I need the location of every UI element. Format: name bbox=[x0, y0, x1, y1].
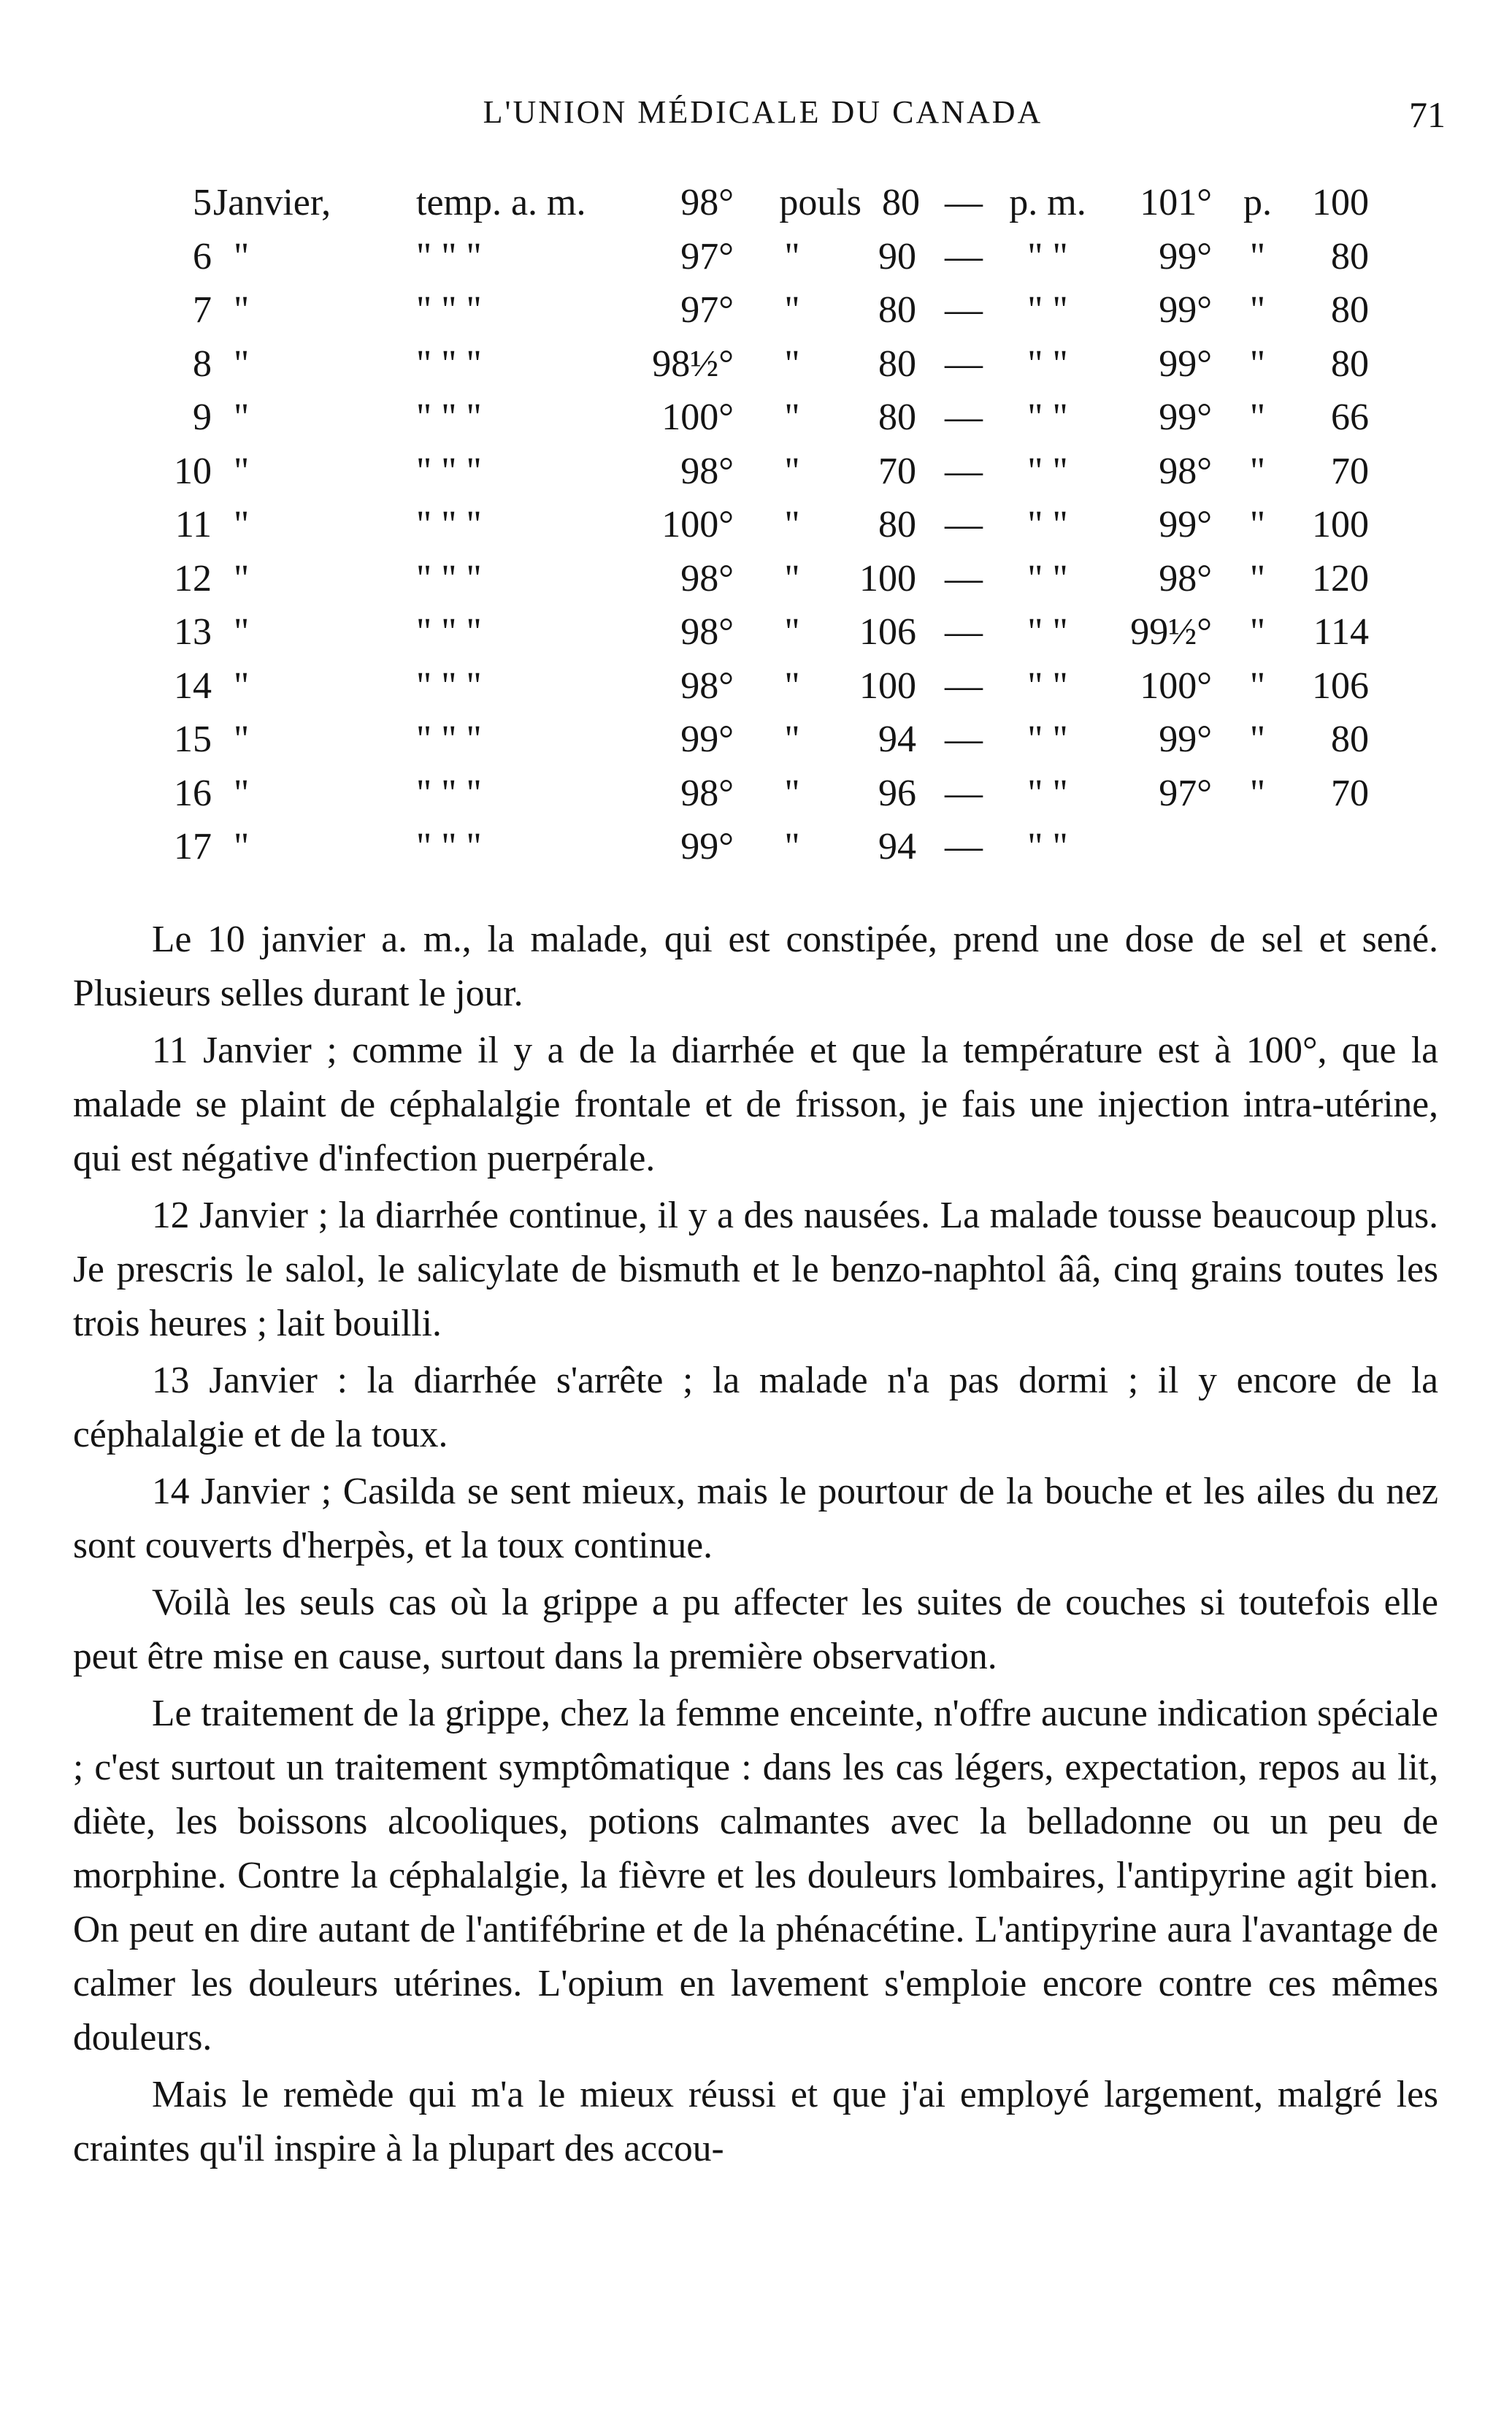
table-month-cell: " bbox=[234, 719, 250, 760]
table-pulse-am-cell: 80 bbox=[878, 504, 916, 545]
table-temp-am-cell: 100° bbox=[661, 396, 734, 438]
table-pulse-pm-cell: 80 bbox=[1331, 342, 1369, 385]
table-pulse-am-cell: 94 bbox=[878, 826, 916, 867]
table-pulse-label-cell: " bbox=[784, 719, 800, 760]
table-am-label-cell: " " " bbox=[416, 611, 482, 653]
table-am-label-cell: " " " bbox=[416, 450, 482, 492]
table-separator-cell: — bbox=[945, 450, 983, 492]
table-am-label-cell: " " " bbox=[416, 342, 482, 385]
table-pulse-label-cell: " bbox=[784, 504, 800, 545]
table-day-cell: 13 bbox=[174, 611, 212, 653]
table-temp-pm-cell: 99° bbox=[1159, 396, 1212, 438]
paragraph: Voilà les seuls cas où la grippe a pu affecter les suites de couches si toutefois elle peut être mise en cause, surtout dans la première observation. bbox=[73, 1582, 1438, 1677]
table-day-cell: 17 bbox=[174, 826, 212, 867]
table-temp-pm-cell: 99° bbox=[1159, 289, 1212, 331]
table-separator-cell: — bbox=[945, 664, 983, 707]
paragraph: 12 Janvier ; la diarrhée continue, il y a des nausées. La malade tousse beaucoup plus. Je prescris le salol, le salicylate de bismuth et le benzo-naphtol ââ, cinq grains toutes les trois heures ; lait bouilli. bbox=[73, 1195, 1438, 1344]
table-pulse-am-cell: 90 bbox=[878, 235, 916, 277]
table-row bbox=[168, 610, 1369, 664]
table-temp-am-cell: 98° bbox=[680, 772, 734, 814]
table-temp-am-cell: 98° bbox=[680, 611, 734, 653]
table-pm-label-cell: " " bbox=[1027, 289, 1068, 331]
table-temp-am-cell: 98° bbox=[680, 182, 734, 223]
table-pm-label-cell: " " bbox=[1027, 611, 1068, 653]
table-row bbox=[168, 503, 1369, 557]
table-pulse-am-cell: 80 bbox=[882, 182, 920, 223]
body-text bbox=[73, 913, 1438, 2176]
paragraph: 11 Janvier ; comme il y a de la diarrhée et que la température est à 100°, que la malade se plaint de céphalalgie frontale et de frisson, je fais une injection intra-utérine, qui est négative d'infection puerpérale. bbox=[73, 1030, 1438, 1179]
table-pulse-label-cell: " bbox=[784, 235, 800, 277]
table-p-label-cell: " bbox=[1249, 664, 1266, 707]
table-pulse-label-cell: " bbox=[784, 450, 800, 492]
running-title: L'UNION MÉDICALE DU CANADA bbox=[483, 94, 1043, 130]
table-am-label-cell: " " " bbox=[416, 557, 482, 599]
table-am-label-cell: temp. a. m. bbox=[416, 182, 586, 223]
table-pulse-pm-cell: 66 bbox=[1331, 396, 1369, 438]
table-temp-am-cell: 99° bbox=[680, 826, 734, 867]
page-number: 71 bbox=[1409, 94, 1446, 135]
table-pulse-pm-cell: 80 bbox=[1331, 719, 1369, 760]
table-separator-cell: — bbox=[945, 182, 983, 223]
table-day-cell: 16 bbox=[174, 772, 212, 814]
table-p-label-cell: " bbox=[1249, 772, 1266, 814]
table-day-cell: 9 bbox=[193, 396, 212, 438]
table-temp-am-cell: 98° bbox=[680, 557, 734, 599]
table-month-cell: " bbox=[234, 557, 250, 599]
table-pm-label-cell: " " bbox=[1027, 396, 1068, 438]
table-am-label-cell: " " " bbox=[416, 826, 482, 867]
table-p-label-cell: " bbox=[1249, 396, 1266, 438]
paragraph: Le traitement de la grippe, chez la femme enceinte, n'offre aucune indication spéciale ; c'est surtout un traitement symptômatique : dans les cas légers, expectation, repos au lit, diète, les boissons alcooliques, potions calmantes avec la belladonne ou un peu de morphine. Contre la céphalalgie, la fièvre et les douleurs lombaires, l'antipyrine agit bien. On peut en dire autant de l'antifébrine et de la phénacétine. L'antipyrine aura l'avantage de calmer les douleurs utérines. L'opium en lavement s'emploie encore contre ces mêmes douleurs. bbox=[73, 1693, 1438, 2058]
table-pulse-pm-cell: 80 bbox=[1331, 235, 1369, 277]
table-row bbox=[168, 772, 1369, 826]
table-temp-pm-cell: 98° bbox=[1159, 557, 1212, 599]
table-separator-cell: — bbox=[945, 504, 983, 545]
table-temp-pm-cell: 99° bbox=[1159, 235, 1212, 277]
paragraph: 14 Janvier ; Casilda se sent mieux, mais le pourtour de la bouche et les ailes du nez sont couverts d'herpès, et la toux continue. bbox=[73, 1471, 1438, 1566]
table-pulse-am-cell: 80 bbox=[878, 289, 916, 331]
table-separator-cell: — bbox=[945, 557, 983, 599]
table-pm-label-cell: " " bbox=[1027, 342, 1068, 385]
table-row bbox=[168, 342, 1369, 396]
table-separator-cell: — bbox=[945, 289, 983, 331]
table-temp-am-cell: 99° bbox=[680, 719, 734, 760]
table-temp-am-cell: 98½° bbox=[652, 342, 734, 385]
table-pulse-pm-cell: 120 bbox=[1312, 557, 1369, 599]
table-pulse-pm-cell: 114 bbox=[1313, 611, 1369, 653]
table-separator-cell: — bbox=[945, 719, 983, 760]
table-row bbox=[168, 396, 1369, 450]
table-p-label-cell: p. bbox=[1243, 182, 1272, 223]
table-row bbox=[168, 288, 1369, 342]
table-pulse-am-cell: 100 bbox=[859, 557, 916, 599]
table-temp-pm-cell: 99° bbox=[1159, 719, 1212, 760]
table-month-cell: " bbox=[234, 664, 250, 707]
table-p-label-cell: " bbox=[1249, 504, 1266, 545]
table-month-cell: Janvier, bbox=[213, 182, 331, 223]
table-pulse-pm-cell: 100 bbox=[1312, 182, 1369, 223]
table-day-cell: 7 bbox=[193, 289, 212, 331]
table-p-label-cell: " bbox=[1249, 235, 1266, 277]
table-day-cell: 14 bbox=[174, 664, 212, 707]
table-row bbox=[168, 664, 1369, 719]
table-temp-am-cell: 97° bbox=[680, 235, 734, 277]
paragraph: Mais le remède qui m'a le mieux réussi et que j'ai employé largement, malgré les craintes qu'il inspire à la plupart des accou- bbox=[73, 2074, 1438, 2169]
table-pulse-pm-cell: 80 bbox=[1331, 289, 1369, 331]
table-month-cell: " bbox=[234, 826, 250, 867]
table-pulse-label-cell: " bbox=[784, 289, 800, 331]
table-pulse-pm-cell: 70 bbox=[1331, 772, 1369, 814]
table-p-label-cell: " bbox=[1249, 342, 1266, 385]
table-pulse-pm-cell: 106 bbox=[1312, 664, 1369, 707]
table-temp-pm-cell: 99° bbox=[1159, 504, 1212, 545]
table-p-label-cell: " bbox=[1249, 611, 1266, 653]
table-month-cell: " bbox=[234, 504, 250, 545]
table-month-cell: " bbox=[234, 772, 250, 814]
table-day-cell: 5 bbox=[193, 182, 212, 223]
table-am-label-cell: " " " bbox=[416, 719, 482, 760]
table-separator-cell: — bbox=[945, 235, 983, 277]
table-pulse-label-cell: " bbox=[784, 396, 800, 438]
table-day-cell: 15 bbox=[174, 719, 212, 760]
table-temp-pm-cell: 100° bbox=[1140, 664, 1212, 707]
table-day-cell: 6 bbox=[193, 235, 212, 277]
table-am-label-cell: " " " bbox=[416, 289, 482, 331]
temperature-pulse-table bbox=[168, 181, 1369, 879]
table-pulse-label-cell: " bbox=[784, 664, 800, 707]
table-pm-label-cell: " " bbox=[1027, 235, 1068, 277]
table-separator-cell: — bbox=[945, 826, 983, 867]
table-temp-pm-cell: 99½° bbox=[1130, 611, 1212, 653]
table-temp-am-cell: 98° bbox=[680, 664, 734, 707]
paragraph: 13 Janvier : la diarrhée s'arrête ; la malade n'a pas dormi ; il y encore de la céphalalgie et de la toux. bbox=[73, 1360, 1438, 1455]
table-row bbox=[168, 718, 1369, 772]
table-pulse-label-cell: " bbox=[784, 557, 800, 599]
table-temp-pm-cell: 97° bbox=[1159, 772, 1212, 814]
table-p-label-cell: " bbox=[1249, 450, 1266, 492]
table-separator-cell: — bbox=[945, 611, 983, 653]
table-month-cell: " bbox=[234, 611, 250, 653]
table-month-cell: " bbox=[234, 342, 250, 385]
table-am-label-cell: " " " bbox=[416, 664, 482, 707]
table-pulse-am-cell: 94 bbox=[878, 719, 916, 760]
table-separator-cell: — bbox=[945, 396, 983, 438]
table-day-cell: 10 bbox=[174, 450, 212, 492]
table-month-cell: " bbox=[234, 289, 250, 331]
table-pm-label-cell: " " bbox=[1027, 504, 1068, 545]
table-pulse-label-cell: " bbox=[784, 826, 800, 867]
table-row bbox=[168, 825, 1365, 879]
table-pulse-label-cell: pouls bbox=[779, 182, 861, 223]
table-temp-am-cell: 100° bbox=[661, 504, 734, 545]
table-am-label-cell: " " " bbox=[416, 772, 482, 814]
table-p-label-cell: " bbox=[1249, 289, 1266, 331]
table-day-cell: 11 bbox=[174, 504, 212, 545]
table-row bbox=[168, 181, 1369, 235]
table-month-cell: " bbox=[234, 450, 250, 492]
table-pulse-am-cell: 70 bbox=[878, 450, 916, 492]
table-am-label-cell: " " " bbox=[416, 235, 482, 277]
table-p-label-cell: " bbox=[1249, 557, 1266, 599]
table-day-cell: 8 bbox=[193, 342, 212, 385]
table-separator-cell: — bbox=[945, 342, 983, 385]
table-pulse-label-cell: " bbox=[784, 772, 800, 814]
table-pulse-label-cell: " bbox=[784, 342, 800, 385]
table-pulse-am-cell: 100 bbox=[859, 664, 916, 707]
table-temp-am-cell: 98° bbox=[680, 450, 734, 492]
table-pulse-pm-cell: 70 bbox=[1331, 450, 1369, 492]
table-pm-label-cell: " " bbox=[1027, 450, 1068, 492]
table-am-label-cell: " " " bbox=[416, 504, 482, 545]
table-am-label-cell: " " " bbox=[416, 396, 482, 438]
table-pulse-am-cell: 80 bbox=[878, 342, 916, 385]
table-pm-label-cell: " " bbox=[1027, 719, 1068, 760]
table-day-cell: 12 bbox=[174, 557, 212, 599]
table-pm-label-cell: p. m. bbox=[1009, 182, 1086, 223]
table-temp-pm-cell: 99° bbox=[1159, 342, 1212, 385]
table-p-label-cell: " bbox=[1249, 719, 1266, 760]
table-separator-cell: — bbox=[945, 772, 983, 814]
table-row bbox=[168, 557, 1369, 611]
paragraph: Le 10 janvier a. m., la malade, qui est constipée, prend une dose de sel et sené. Plusieurs selles durant le jour. bbox=[73, 919, 1438, 1014]
table-temp-pm-cell: 101° bbox=[1140, 182, 1212, 223]
table-pm-label-cell: " " bbox=[1027, 557, 1068, 599]
table-pulse-pm-cell: 100 bbox=[1312, 504, 1369, 545]
table-temp-am-cell: 97° bbox=[680, 289, 734, 331]
table-month-cell: " bbox=[234, 235, 250, 277]
table-row bbox=[168, 450, 1369, 504]
table-temp-pm-cell: 98° bbox=[1159, 450, 1212, 492]
table-pulse-am-cell: 80 bbox=[878, 396, 916, 438]
table-pulse-am-cell: 96 bbox=[878, 772, 916, 814]
table-pm-label-cell: " " bbox=[1027, 772, 1068, 814]
table-pm-label-cell: " " bbox=[1027, 826, 1068, 867]
table-pm-label-cell: " " bbox=[1027, 664, 1068, 707]
running-head bbox=[80, 93, 1446, 152]
table-pulse-label-cell: " bbox=[784, 611, 800, 653]
table-month-cell: " bbox=[234, 396, 250, 438]
table-pulse-am-cell: 106 bbox=[859, 611, 916, 653]
table-row bbox=[168, 235, 1369, 289]
